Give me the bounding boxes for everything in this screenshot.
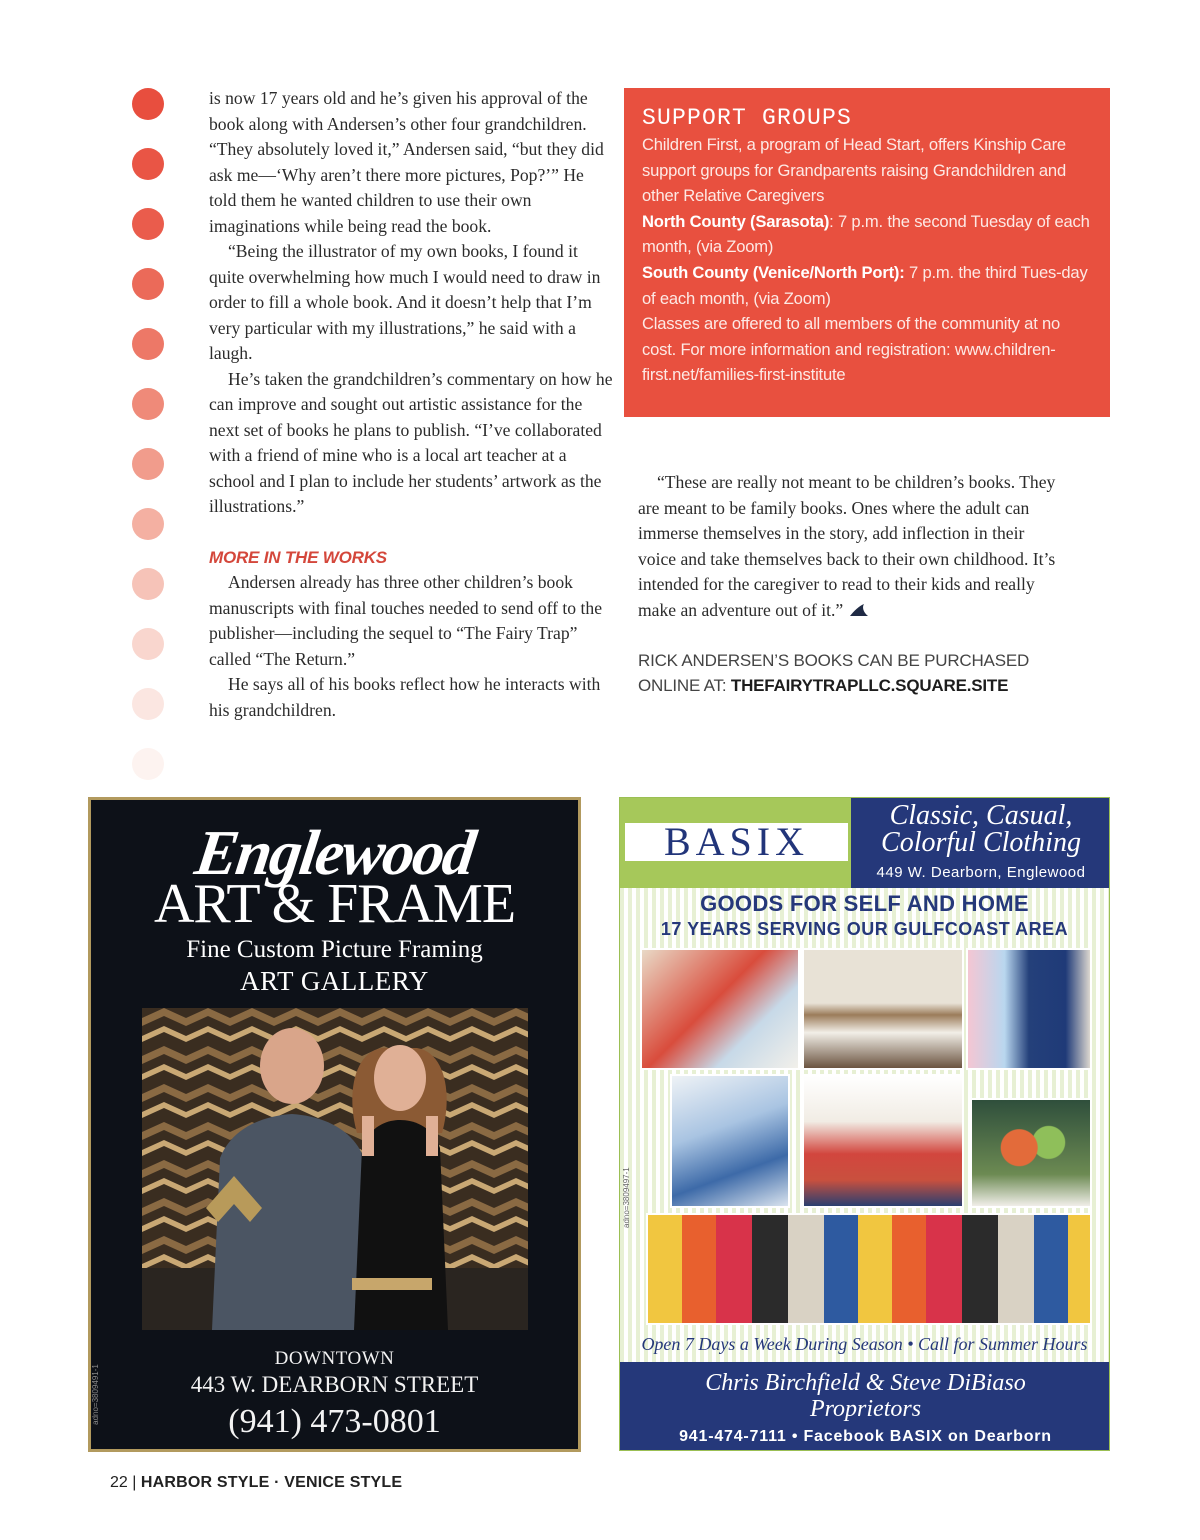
decorative-dot xyxy=(132,328,164,360)
decorative-dot xyxy=(132,208,164,240)
basix-goods-heading: GOODS FOR SELF AND HOME xyxy=(700,891,1029,916)
basix-footer xyxy=(620,1362,1110,1451)
basix-photo-area xyxy=(620,888,1110,1362)
decorative-dot xyxy=(132,628,164,660)
decorative-dot-column xyxy=(132,88,166,788)
decorative-dot xyxy=(132,268,164,300)
englewood-ad-title: ART & FRAME xyxy=(153,873,516,935)
support-groups-box xyxy=(624,88,1110,417)
basix-address: 449 W. Dearborn, Englewood xyxy=(876,864,1086,881)
photo-fruit-painting xyxy=(970,1098,1092,1208)
photo-platters xyxy=(670,1074,790,1208)
owners-photo xyxy=(142,1008,528,1330)
purchase-link[interactable]: THEFAIRYTRAPLLC.SQUARE.SITE xyxy=(730,676,1009,695)
article-paragraph: Andersen already has three other children’s book manuscripts with final touches needed to send off to the publisher—including the sequel to “The Fairy Trap” called “The Return.” xyxy=(209,572,602,669)
englewood-art-frame-ad[interactable] xyxy=(88,797,581,1452)
page-footer: 22 | HARBOR STYLE · VENICE STYLE xyxy=(110,1474,403,1491)
support-groups-title: SUPPORT GROUPS xyxy=(642,105,853,131)
englewood-ad-gallery: ART GALLERY xyxy=(240,966,429,996)
basix-tagline-line-1: Classic, Casual, xyxy=(889,800,1073,831)
basix-ad[interactable] xyxy=(619,797,1110,1451)
shark-fin-end-icon xyxy=(849,603,869,617)
photo-pompom-bags xyxy=(646,1213,1092,1325)
support-north-county xyxy=(642,209,1092,260)
support-intro: Children First, a program of Head Start, offers Kinship Care support groups for Grandparents raising Grandchildren and other Relative Caregivers xyxy=(642,135,1066,206)
englewood-ad-phone[interactable]: (941) 473-0801 xyxy=(228,1403,441,1440)
englewood-ad-street: 443 W. DEARBORN STREET xyxy=(190,1372,479,1397)
basix-proprietors: Proprietors xyxy=(809,1396,922,1422)
photo-living-room xyxy=(802,948,964,1070)
englewood-ad-number: adno=3809491-1 xyxy=(90,1364,100,1425)
englewood-ad-downtown: DOWNTOWN xyxy=(274,1348,395,1369)
basix-ad-number: adno=3809497-1 xyxy=(622,1167,631,1228)
article-right-column xyxy=(638,470,1058,623)
englewood-logo-script: Englewood xyxy=(191,817,479,888)
basix-years-heading: 17 YEARS SERVING OUR GULFCOAST AREA xyxy=(660,919,1069,939)
photo-tabletop-decor xyxy=(640,948,800,1070)
south-county-text: 7 p.m. the third Tues-day of each month, (via Zoom) xyxy=(642,262,1088,308)
section-subhead: MORE IN THE WORKS xyxy=(209,547,387,567)
basix-tagline-line-2: Colorful Clothing xyxy=(881,827,1081,858)
basix-contact[interactable]: 941-474-7111 • Facebook BASIX on Dearborn xyxy=(679,1428,1052,1445)
north-county-text: : 7 p.m. the second Tuesday of each month, (via Zoom) xyxy=(642,211,1090,257)
basix-hours: Open 7 Days a Week During Season • Call for Summer Hours xyxy=(641,1334,1088,1354)
article-paragraph: “Being the illustrator of my own books, I found it quite overwhelming how much I would need to draw in order to fill a whole book. And it doesn’t help that I’m very particular with my illustrations,” he said with a laugh. xyxy=(209,241,601,363)
basix-logo: BASIX xyxy=(625,823,848,861)
basix-owners: Chris Birchfield & Steve DiBiaso xyxy=(705,1370,1026,1396)
purchase-info xyxy=(638,648,1068,698)
south-county-label: South County (Venice/North Port): xyxy=(642,262,905,282)
decorative-dot xyxy=(132,388,164,420)
purchase-prefix: RICK ANDERSEN’S BOOKS CAN BE PURCHASED ONLINE AT: xyxy=(638,651,1030,695)
article-paragraph: is now 17 years old and he’s given his approval of the book along with Andersen’s other four grandchildren. “They absolutely loved it,” Andersen said, “but they did ask me—‘Why aren’t there more pictures, Pop?’” He told them he wanted children to use their own imaginations while being read the book. xyxy=(209,88,604,236)
page-number: 22 xyxy=(110,1474,128,1491)
decorative-dot xyxy=(132,568,164,600)
decorative-dot xyxy=(132,508,164,540)
publication-name: HARBOR STYLE · VENICE STYLE xyxy=(140,1474,403,1491)
article-left-column xyxy=(209,86,614,723)
photo-clothing-rack xyxy=(966,948,1092,1070)
north-county-label: North County (Sarasota) xyxy=(642,211,830,231)
article-quote-paragraph: “These are really not meant to be children’s books. They are meant to be family books. Ones where the adult can immerse themselves in the story, add inflection in their voice and take themselves back to their own childhood. It’s intended for the caregiver to read to their kids and really make an adventure out of it.” xyxy=(638,472,1056,620)
photo-dishware xyxy=(802,1074,964,1208)
owners-photo-illustration xyxy=(142,1008,528,1330)
decorative-dot xyxy=(132,748,164,780)
basix-tagline-panel xyxy=(851,798,1110,888)
basix-logo-panel xyxy=(620,798,851,888)
englewood-ad-subtitle: Fine Custom Picture Framing xyxy=(186,936,483,963)
support-outro: Classes are offered to all members of the community at no cost. For more information and registration: www.children-first.net/families-first-institute xyxy=(642,314,1061,385)
support-south-county xyxy=(642,260,1092,311)
decorative-dot xyxy=(132,148,164,180)
article-paragraph: He says all of his books reflect how he interacts with his grandchildren. xyxy=(209,674,601,720)
decorative-dot xyxy=(132,448,164,480)
decorative-dot xyxy=(132,88,164,120)
decorative-dot xyxy=(132,688,164,720)
article-paragraph: He’s taken the grandchildren’s commentary on how he can improve and sought out artistic assistance for the next set of books he plans to publish. “I’ve collaborated with a friend of mine who is a local art teacher at a school and I plan to include her students’ artwork as the illustrations.” xyxy=(209,368,613,516)
